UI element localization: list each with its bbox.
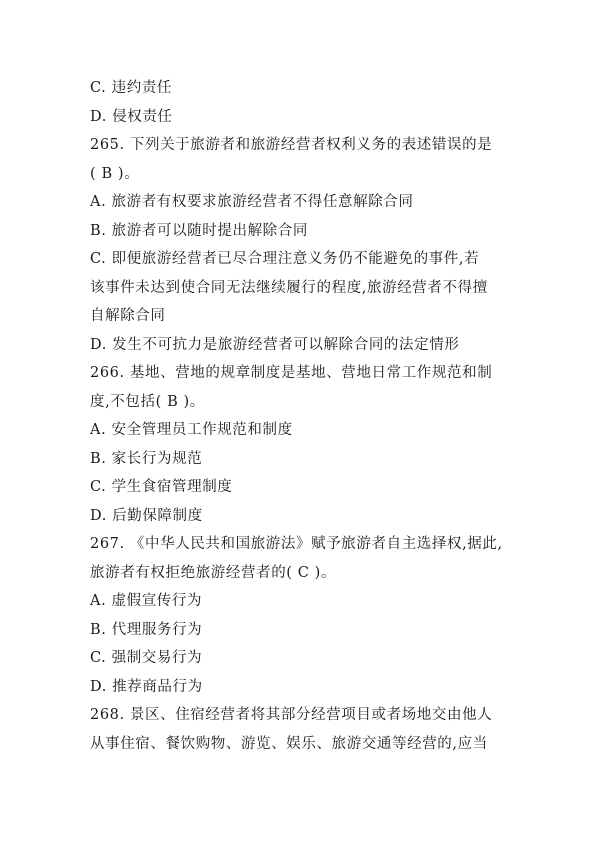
question-265-line: 265. 下列关于旅游者和旅游经营者权利义务的表述错误的是 bbox=[90, 137, 493, 153]
option-a-line: A. 旅游者有权要求旅游经营者不得任意解除合同 bbox=[90, 194, 414, 210]
question-267-answer-line: 旅游者有权拒绝旅游经营者的( C )。 bbox=[90, 564, 337, 581]
question-266-line: 266. 基地、营地的规章制度是基地、营地日常工作规范和制 bbox=[90, 365, 493, 381]
option-c-line: C. 违约责任 bbox=[90, 80, 172, 96]
option-b-line: B. 旅游者可以随时提出解除合同 bbox=[90, 222, 308, 239]
option-c-line: C. 即便旅游经营者已尽合理注意义务仍不能避免的事件,若 bbox=[90, 251, 480, 267]
option-d-line: D. 后勤保障制度 bbox=[90, 507, 203, 524]
option-b-line: B. 代理服务行为 bbox=[90, 621, 203, 638]
option-b-line: B. 家长行为规范 bbox=[90, 450, 203, 467]
option-a-line: A. 安全管理员工作规范和制度 bbox=[90, 422, 293, 438]
option-c-continuation-line: 自解除合同 bbox=[90, 308, 166, 324]
question-text-block bbox=[90, 74, 520, 758]
option-c-line: C. 学生食宿管理制度 bbox=[90, 479, 233, 495]
question-267-line: 267. 《中华人民共和国旅游法》赋予旅游者自主选择权,据此, bbox=[90, 536, 503, 552]
option-d-line: D. 推荐商品行为 bbox=[90, 678, 203, 695]
option-d-line: D. 发生不可抗力是旅游经营者可以解除合同的法定情形 bbox=[90, 336, 460, 353]
option-c-line: C. 强制交易行为 bbox=[90, 650, 203, 666]
question-268-line: 268. 景区、住宿经营者将其部分经营项目或者场地交由他人 bbox=[90, 707, 493, 723]
option-c-continuation-line: 该事件未达到使合同无法继续履行的程度,旅游经营者不得擅 bbox=[90, 279, 488, 296]
question-268-continuation-line: 从事住宿、餐饮购物、游览、娱乐、旅游交通等经营的,应当 bbox=[90, 735, 488, 752]
option-d-line: D. 侵权责任 bbox=[90, 108, 173, 125]
option-a-line: A. 虚假宣传行为 bbox=[90, 593, 203, 609]
question-266-answer-line: 度,不包括( B )。 bbox=[90, 393, 205, 410]
question-265-answer-line: ( B )。 bbox=[90, 165, 140, 182]
